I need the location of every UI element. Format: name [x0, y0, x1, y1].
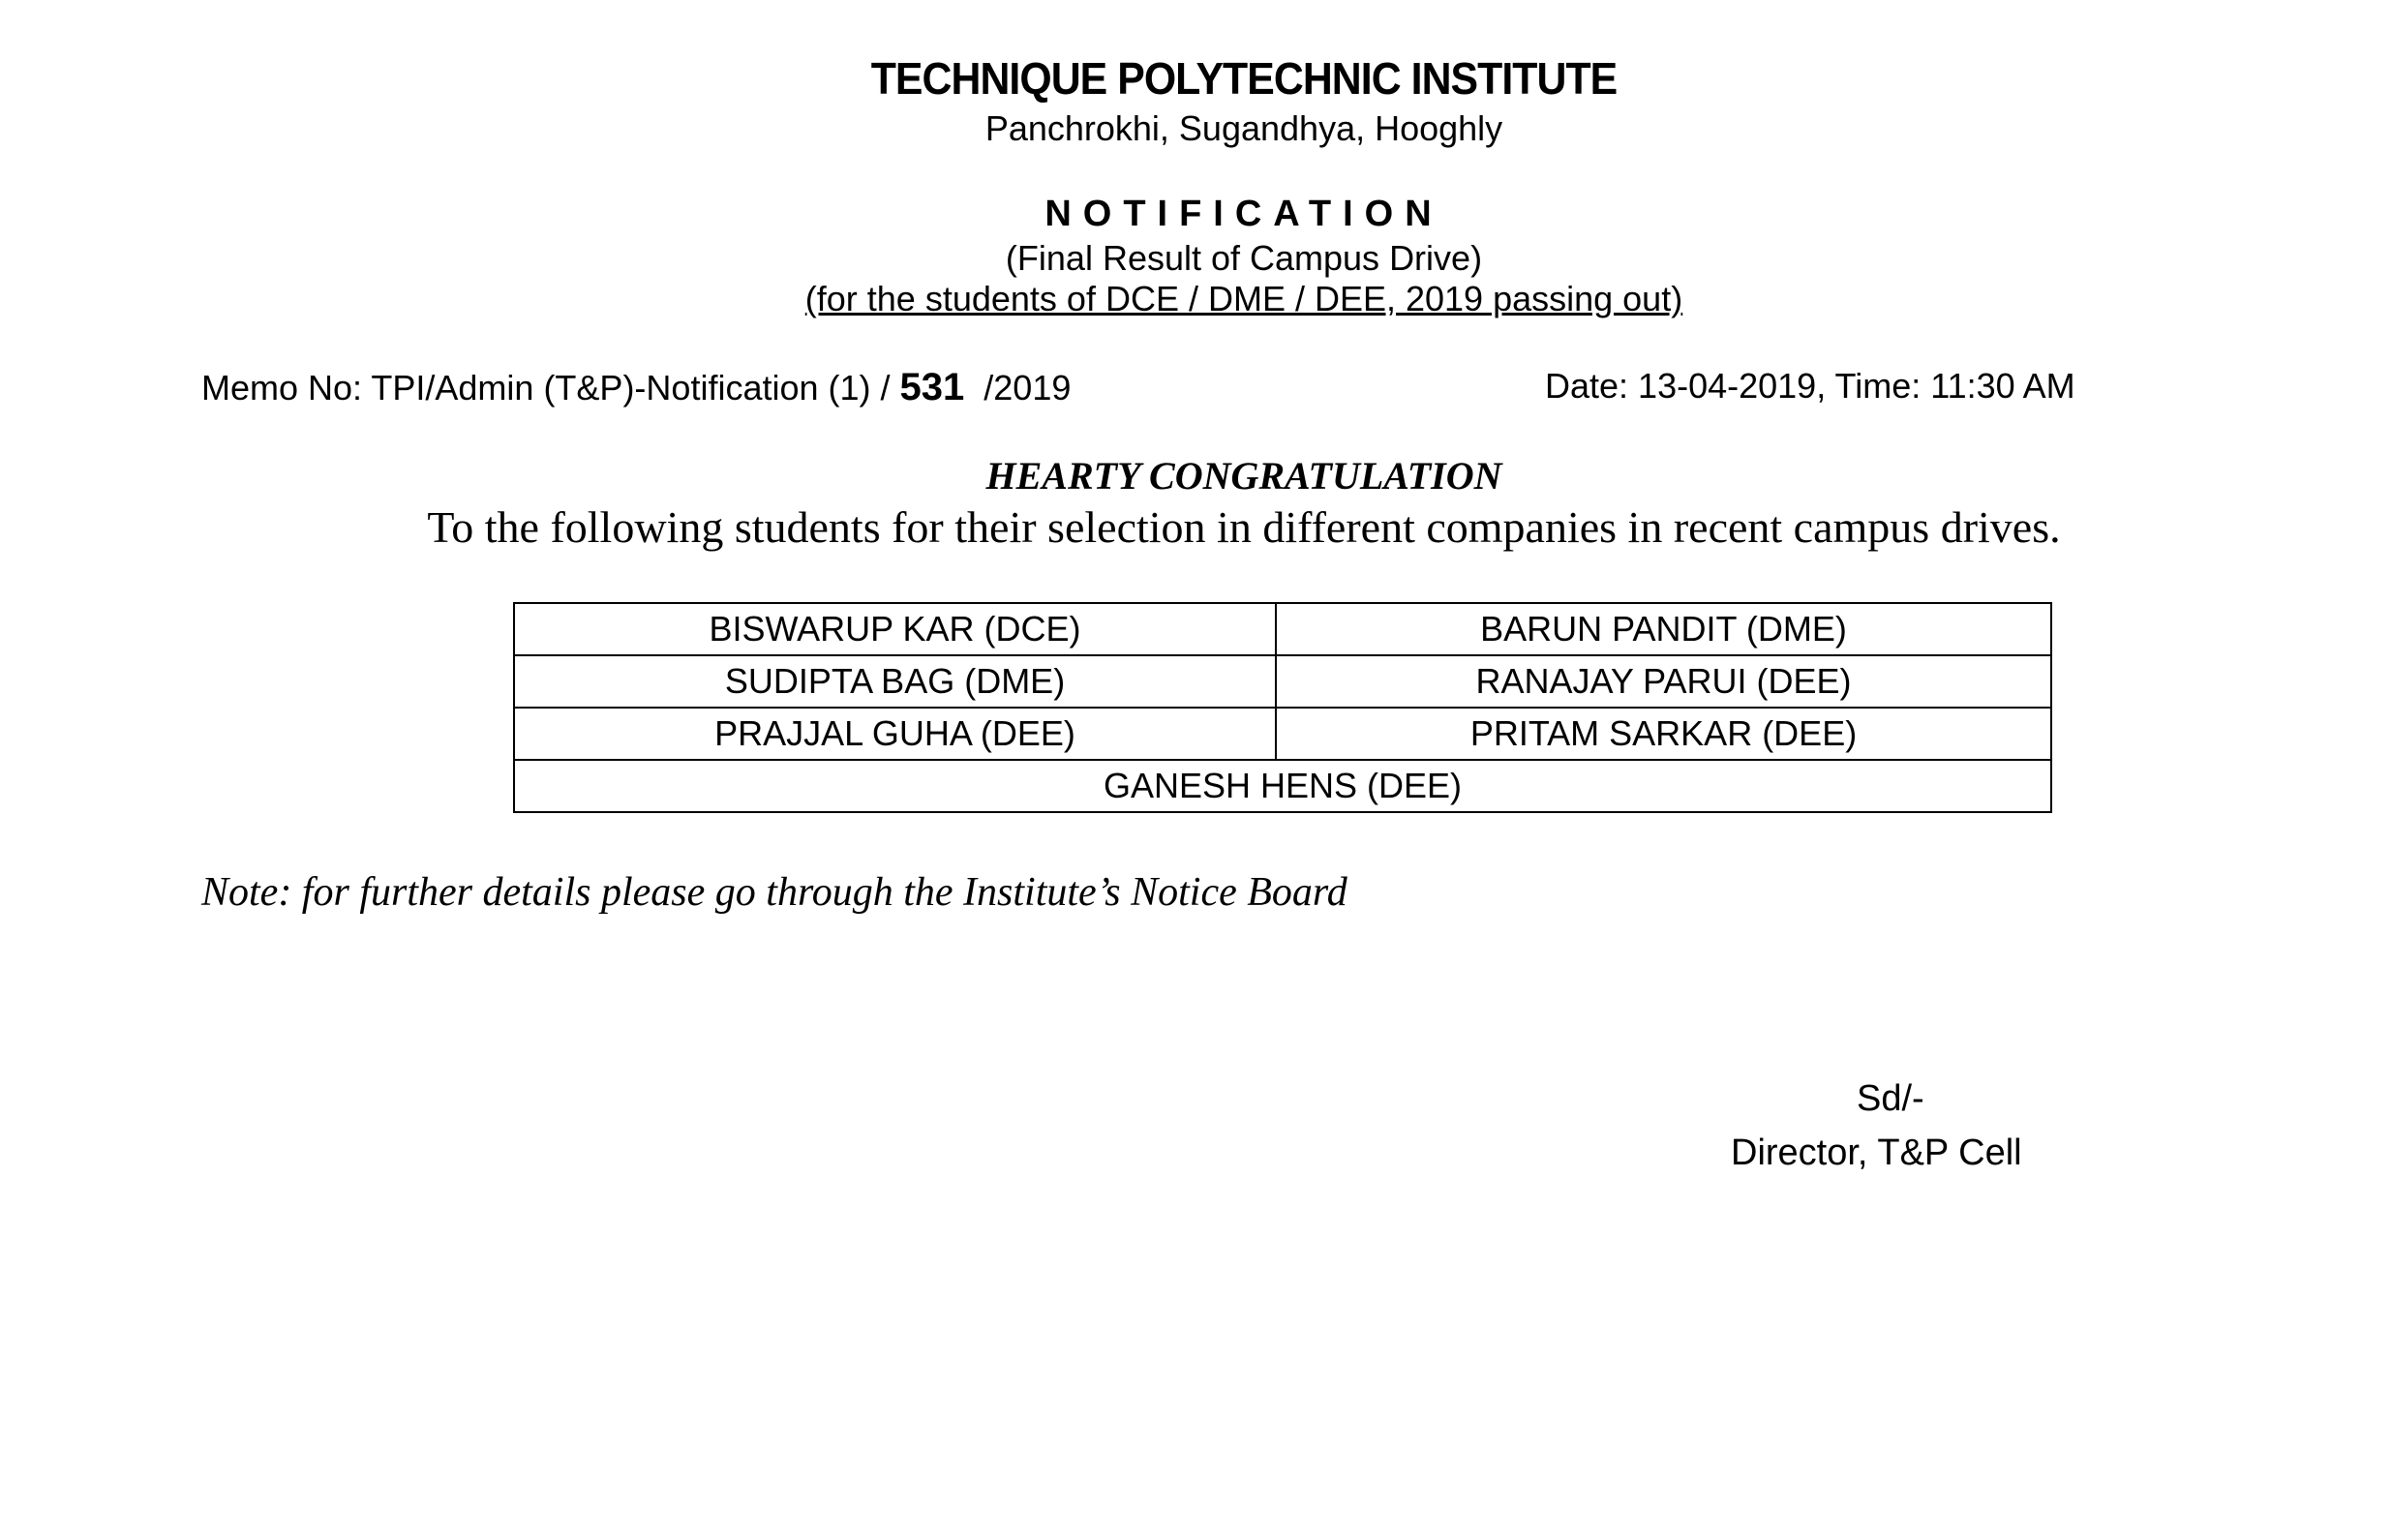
notification-audience-text: (for the students of DCE / DME / DEE, 2019 passing out)	[804, 279, 1683, 318]
institute-name: TECHNIQUE POLYTECHNIC INSTITUTE	[870, 53, 1618, 104]
selected-students-table	[513, 602, 2052, 813]
student-cell: GANESH HENS (DEE)	[514, 760, 2051, 812]
memo-line	[201, 366, 1071, 409]
table-row	[514, 603, 2051, 655]
table-row	[514, 760, 2051, 812]
table-row	[514, 655, 2051, 708]
student-cell: RANAJAY PARUI (DEE)	[1276, 655, 2051, 708]
memo-suffix: /2019	[964, 368, 1072, 408]
signature-designation: Director, T&P Cell	[1731, 1132, 2022, 1173]
notification-title: NOTIFICATION	[1044, 194, 1443, 234]
student-cell: BISWARUP KAR (DCE)	[514, 603, 1276, 655]
signature-sd: Sd/-	[1857, 1078, 1924, 1119]
student-cell: PRAJJAL GUHA (DEE)	[514, 708, 1276, 760]
memo-prefix: Memo No: TPI/Admin (T&P)-Notification (1) /	[201, 368, 900, 408]
notification-subtitle: (Final Result of Campus Drive)	[1005, 238, 1483, 278]
date-time: Date: 13-04-2019, Time: 11:30 AM	[1545, 366, 2075, 406]
table-row	[514, 708, 2051, 760]
congrats-heading: HEARTY CONGRATULATION	[985, 454, 1502, 498]
institute-address: Panchrokhi, Sugandhya, Hooghly	[984, 108, 1503, 148]
student-cell: PRITAM SARKAR (DEE)	[1276, 708, 2051, 760]
notification-audience	[48, 279, 2391, 319]
note-text: Note: for further details please go through the Institute’s Notice Board	[201, 870, 1347, 915]
memo-number: 531	[899, 366, 965, 408]
congrats-text: To the following students for their selection in different companies in recent campus drives.	[427, 502, 2061, 552]
student-cell: BARUN PANDIT (DME)	[1276, 603, 2051, 655]
student-cell: SUDIPTA BAG (DME)	[514, 655, 1276, 708]
